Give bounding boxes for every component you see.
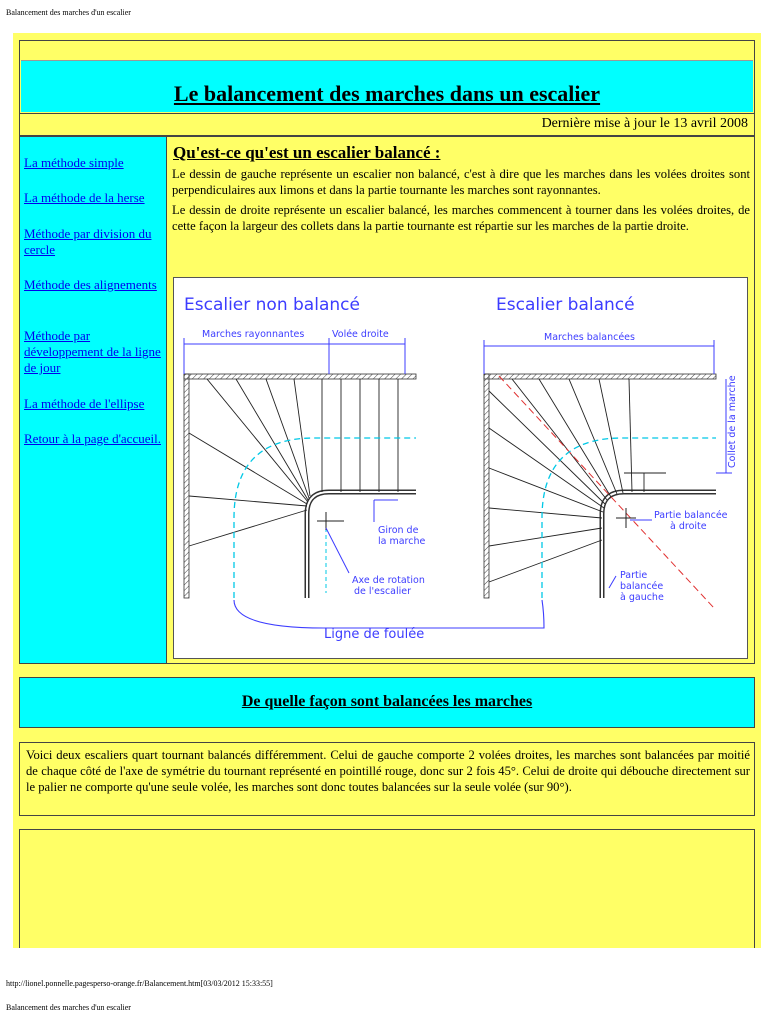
section-heading-balancement [19, 677, 755, 728]
label-partie-droite-2: à droite [670, 521, 707, 532]
label-axe-2: de l'escalier [354, 586, 412, 597]
label-collet: Collet de la marche [727, 375, 738, 468]
sidebar-nav [19, 136, 167, 664]
section-text-balancement [19, 742, 755, 816]
print-header: Balancement des marches d'un escalier [6, 8, 131, 17]
intro-content [167, 136, 755, 664]
update-bar [19, 114, 755, 136]
label-ligne-foulee: Ligne de foulée [324, 627, 425, 642]
label-volee-droite: Volée droite [332, 329, 389, 340]
print-footer-url: http://lionel.ponnelle.pagesperso-orange.fr/Balancement.htm[03/03/2012 15:33:55] [6, 979, 273, 988]
intro-paragraph-1: Le dessin de gauche représente un escalier non balancé, c'est à dire que les marches dans les volées droites sont perpendiculaires aux limons et dans la partie tournante les marches sont rayonnantes. [172, 167, 750, 197]
intro-paragraph-2: Le dessin de droite représente un escalier balancé, les marches commencent à tourner dans les volées droites, de cette façon la largeur des collets dans la partie tournante est répartie sur les marches de la partie droite. [172, 203, 750, 233]
label-partie-gauche-3: à gauche [620, 592, 664, 603]
label-partie-gauche-2: balancée [620, 581, 664, 592]
title-table [19, 40, 755, 114]
label-partie-gauche-1: Partie [620, 570, 648, 581]
nav-link-accueil[interactable]: Retour à la page d'accueil. [24, 431, 161, 446]
right-stair-title: Escalier balancé [496, 295, 635, 315]
label-axe-1: Axe de rotation [352, 575, 425, 586]
nav-link-division-cercle[interactable]: Méthode par division du cercle [24, 226, 152, 257]
right-stair-drawing [484, 374, 716, 608]
label-marches-balancees: Marches balancées [544, 332, 635, 343]
title-cell [21, 60, 753, 112]
nav-link-methode-herse[interactable]: La méthode de la herse [24, 190, 145, 205]
print-footer-title: Balancement des marches d'un escalier [6, 1003, 131, 1012]
section2-paragraph: Voici deux escaliers quart tournant balancés différemment. Celui de gauche comporte 2 volées droites, les marches sont balancées par moitié de chaque côté de l'axe de symétrie du tournant représenté en pointillé rouge, donc sur 2 fois 45°. Celui de droite qui débouche directement sur le palier ne comporte qu'une seule volée, les marches sont donc toutes balancées sur la seule volée (sur 90°). [26, 748, 750, 794]
left-stair-drawing [184, 374, 416, 598]
stair-diagram [173, 277, 748, 659]
section2-title: De quelle façon sont balancées les marches [241, 693, 533, 710]
label-giron-1: Giron de [378, 525, 419, 536]
stair-diagram-svg [174, 278, 747, 658]
empty-section [19, 829, 755, 948]
nav-link-ellipse[interactable]: La méthode de l'ellipse [24, 396, 145, 411]
last-update-text: Dernière mise à jour le 13 avril 2008 [541, 116, 748, 131]
nav-link-ligne-de-jour[interactable]: Méthode par développement de la ligne de jour [24, 328, 161, 375]
label-giron-2: la marche [378, 536, 426, 547]
nav-link-methode-simple[interactable]: La méthode simple [24, 155, 124, 170]
left-stair-title: Escalier non balancé [184, 295, 360, 315]
label-marches-rayonnantes: Marches rayonnantes [202, 329, 305, 340]
nav-link-alignements[interactable]: Méthode des alignements [24, 277, 157, 292]
intro-heading: Qu'est-ce qu'est un escalier balancé : [173, 143, 441, 162]
page-title: Le balancement des marches dans un escalier [173, 81, 601, 106]
label-partie-droite-1: Partie balancée [654, 510, 728, 521]
